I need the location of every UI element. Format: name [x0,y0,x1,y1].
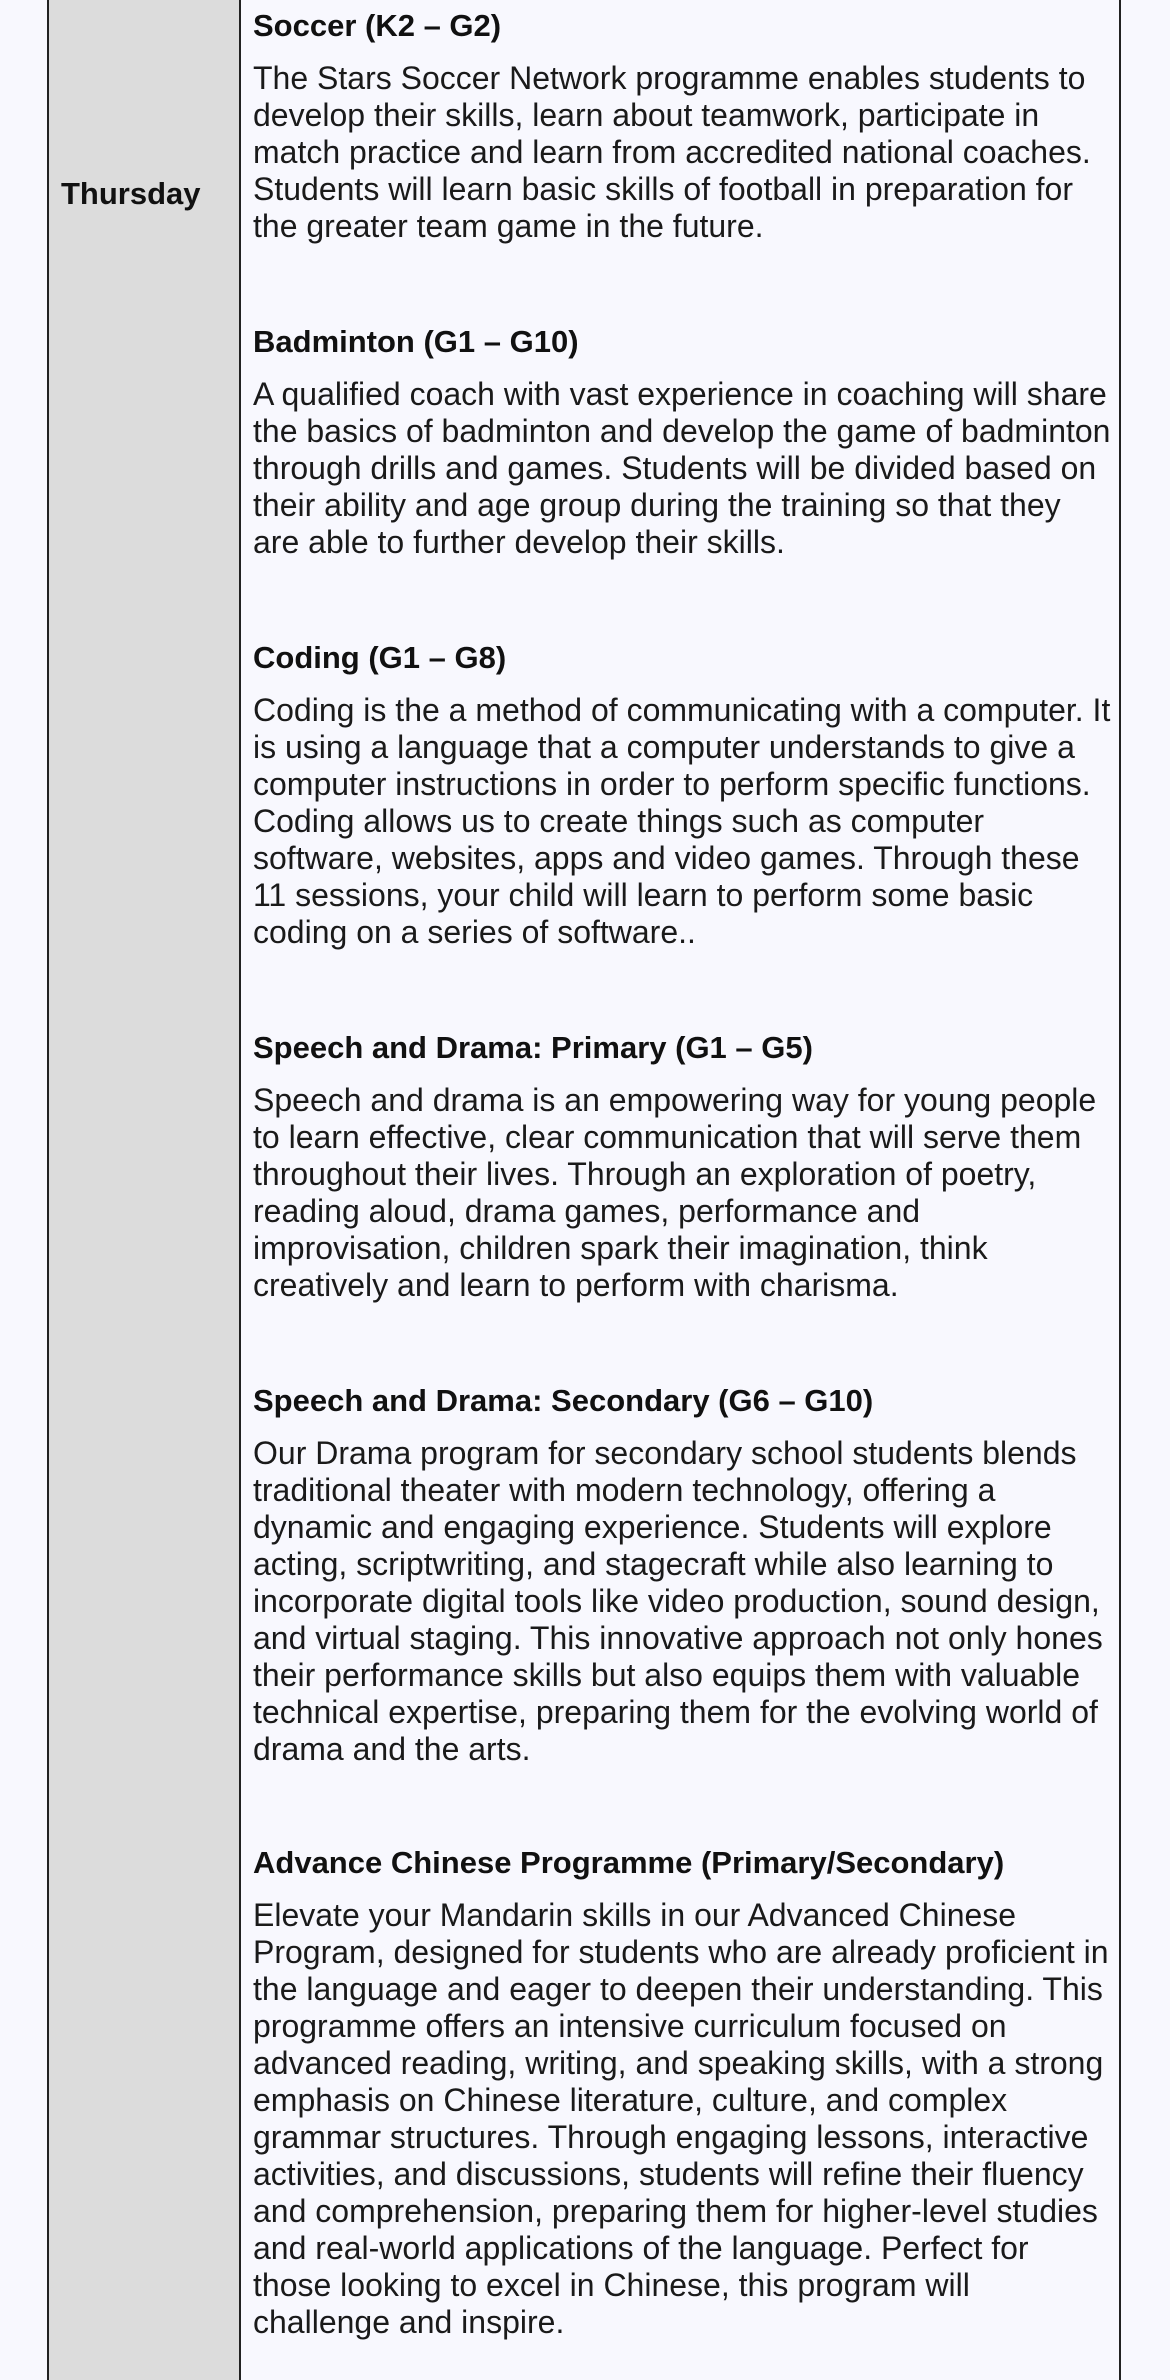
activity-speech-drama-primary [253,1028,1111,1304]
activity-title: Speech and Drama: Secondary (G6 – G10) [253,1383,874,1418]
activity-title: Advance Chinese Programme (Primary/Secondary) [253,1845,1005,1880]
activity-description: Elevate your Mandarin skills in our Advanced Chinese Program, designed for students who are already proficient in the language and eager to deepen their understanding. This programme offers an intensive curriculum focused on advanced reading, writing, and speaking skills, with a strong emphasis on Chinese literature, culture, and complex grammar structures. Through engaging lessons, interactive activities, and discussions, students will refine their fluency and comprehension, preparing them for higher-level studies and real-world applications of the language. Perfect for those looking to excel in Chinese, this program will challenge and inspire. [253,1897,1109,2340]
activity-advance-chinese [253,1843,1111,2341]
activity-coding [253,638,1111,951]
schedule-table [47,0,1121,2380]
activity-title: Coding (G1 – G8) [253,640,507,675]
activity-description: Speech and drama is an empowering way for young people to learn effective, clear communication that will serve them throughout their lives. Through an exploration of poetry, reading aloud, drama games, performance and improvisation, children spark their imagination, think creatively and learn to perform with charisma. [253,1082,1097,1303]
activity-title: Speech and Drama: Primary (G1 – G5) [253,1030,813,1065]
day-label: Thursday [61,176,201,211]
day-cell [49,0,241,2380]
activity-soccer [253,6,1111,245]
activity-description: The Stars Soccer Network programme enables students to develop their skills, learn about teamwork, participate in match practice and learn from accredited national coaches. Students will learn basic skills of football in preparation for the greater team game in the future. [253,60,1091,244]
activity-badminton [253,322,1111,561]
activity-title: Soccer (K2 – G2) [253,8,502,43]
activity-description: A qualified coach with vast experience in coaching will share the basics of badminton and develop the game of badminton through drills and games. Students will be divided based on their ability and age group during the training so that they are able to further develop their skills. [253,376,1111,560]
activity-title: Badminton (G1 – G10) [253,324,579,359]
activities-cell [241,0,1119,2380]
activity-description: Coding is the a method of communicating with a computer. It is using a language that a computer understands to give a computer instructions in order to perform specific functions. Coding allows us to create things such as computer software, websites, apps and video games. Through these 11 sessions, your child will learn to perform some basic coding on a series of software.. [253,692,1111,950]
activity-description: Our Drama program for secondary school students blends traditional theater with modern technology, offering a dynamic and engaging experience. Students will explore acting, scriptwriting, and stagecraft while also learning to incorporate digital tools like video production, sound design, and virtual staging. This innovative approach not only hones their performance skills but also equips them with valuable technical expertise, preparing them for the evolving world of drama and the arts. [253,1435,1103,1767]
activity-speech-drama-secondary [253,1381,1111,1768]
